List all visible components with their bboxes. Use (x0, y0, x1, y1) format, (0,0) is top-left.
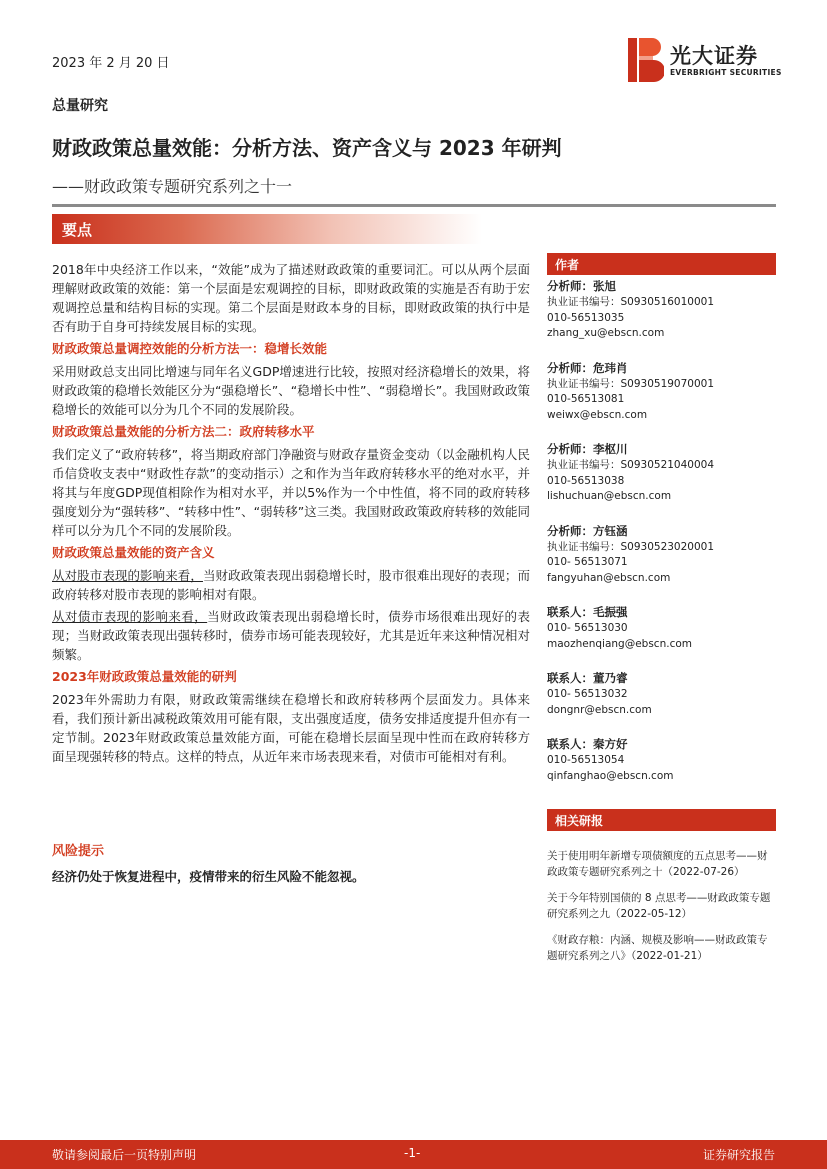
contact-email[interactable]: qinfanghao@ebscn.com (547, 769, 674, 782)
author-cert: 执业证书编号：S0930521040004 (547, 459, 715, 471)
author-email[interactable]: fangyuhan@ebscn.com (547, 571, 671, 584)
related-reports-list (547, 848, 776, 974)
paragraph-outlook: 2023年外需助力有限，财政政策需继续在稳增长和政府转移两个层面发力。具体来看，我们预计新出减税政策效用可能有限，支出强度适度，债务安排适度提升但亦有一定节制。2023年财政政策总量效能方面，可能在稳增长层面呈现中性而在政府转移方面呈现强转移的特点。这样的特点，从近年来市场表现来看，对债市可能相对有利。 (52, 692, 530, 764)
keypoints-banner (52, 214, 482, 244)
footer-disclaimer: 敬请参阅最后一页特别声明 (52, 1148, 197, 1162)
author-entry (547, 360, 776, 424)
author-entry (547, 523, 776, 587)
section-heading-4: 2023年财政政策总量效能的研判 (52, 669, 237, 684)
main-content (52, 260, 530, 769)
section-heading-2: 财政政策总量效能的分析方法二：政府转移水平 (52, 424, 315, 439)
author-phone: 010-56513035 (547, 311, 625, 324)
author-entry (547, 278, 776, 342)
title-divider (52, 204, 776, 207)
everbright-mark-icon (626, 38, 664, 82)
contact-phone: 010-56513054 (547, 754, 625, 766)
author-name: 分析师：张旭 (547, 279, 616, 293)
author-cert: 执业证书编号：S0930519070001 (547, 377, 715, 390)
paragraph-bond (52, 607, 530, 664)
related-report-item[interactable]: 关于今年特别国债的 8 点思考——财政政策专题研究系列之九（2022-05-12） (547, 892, 771, 920)
contact-name: 联系人：毛振强 (547, 605, 628, 619)
keypoints-label: 要点 (62, 221, 93, 239)
author-cert: 执业证书编号：S0930516010001 (547, 296, 715, 308)
report-subtitle: ——财政政策专题研究系列之十一 (52, 177, 293, 196)
author-email[interactable]: weiwx@ebscn.com (547, 408, 648, 421)
author-entry (547, 441, 776, 505)
page-number: -1- (404, 1146, 421, 1160)
intro-paragraph: 2018年中央经济工作以来，“效能”成为了描述财政政策的重要词汇。可以从两个层面理解财政政策的效能：第一个层面是宏观调控的目标，即财政政策的实施是否有助于宏观调控总量和结构目标的实现。第二个层面是财政本身的目标，即财政政策的执行中是否有助于自身可持续发展目标的实现。 (52, 262, 530, 334)
section-heading-3: 财政政策总量效能的资产含义 (52, 545, 215, 560)
related-report-item[interactable]: 《财政存粮：内涵、规模及影响——财政政策专题研究系列之八》（2022-01-21） (547, 934, 768, 962)
bond-lead: 从对债市表现的影响来看， (52, 609, 208, 624)
report-date: 2023 年 2 月 20 日 (52, 56, 170, 71)
footer-report-type: 证券研究报告 (702, 1148, 775, 1162)
page-footer (0, 1140, 827, 1169)
author-email[interactable]: zhang_xu@ebscn.com (547, 327, 665, 339)
author-phone: 010-56513081 (547, 393, 625, 405)
contact-name: 联系人：秦方好 (547, 737, 628, 751)
related-report-item[interactable]: 关于使用明年新增专项债额度的五点思考——财政政策专题研究系列之十（2022-07-26） (547, 850, 768, 878)
risk-text: 经济仍处于恢复进程中，疫情带来的衍生风险不能忽视。 (52, 869, 365, 884)
stock-lead: 从对股市表现的影响来看， (52, 568, 203, 583)
author-phone: 010-56513038 (547, 474, 625, 487)
report-title: 财政政策总量效能：分析方法、资产含义与 2023 年研判 (52, 136, 562, 160)
report-category: 总量研究 (52, 98, 108, 114)
author-name: 分析师：危玮肖 (547, 360, 628, 375)
authors-label: 作者 (555, 258, 580, 272)
related-reports-label: 相关研报 (555, 814, 604, 828)
related-reports-banner (547, 809, 776, 831)
contact-phone: 010- 56513032 (547, 688, 628, 700)
paragraph-stock (52, 566, 530, 604)
risk-heading: 风险提示 (52, 844, 105, 859)
contact-email[interactable]: dongnr@ebscn.com (547, 703, 652, 716)
bond-text: 当财政政策表现出弱稳增长时，债券市场很难出现好的表现；当财政政策表现出强转移时，债券市场可能表现较好，尤其是近年来这种情况相对频繁。 (52, 609, 530, 662)
paragraph-2: 我们定义了“政府转移”，将当期政府部门净融资与财政存量资金变动（以金融机构人民币信贷收支表中“财政性存款”的变动指示）之和作为当年政府转移水平的绝对水平，并将其与年度GDP现值相除作为相对水平，并以5%作为一个中性值，将不同的政府转移强度划分为“强转移”、“转移中性”、“弱转移”这三类。我国财政政策政府转移的效能同样可以分为几个不同的发展阶段。 (52, 447, 530, 538)
authors-list (547, 278, 776, 802)
contact-phone: 010- 56513030 (547, 622, 628, 634)
logo-text-en: EVERBRIGHT SECURITIES (670, 68, 782, 77)
contact-entry (547, 604, 776, 652)
logo-text-cn: 光大证券 (670, 44, 758, 68)
contact-entry (547, 670, 776, 718)
author-name: 分析师：李枢川 (547, 442, 628, 456)
section-heading-1: 财政政策总量调控效能的分析方法一：稳增长效能 (52, 341, 328, 356)
stock-text: 当财政政策表现出弱稳增长时，股市很难出现好的表现；而政府转移对股市表现的影响相对有限。 (52, 568, 530, 602)
author-email[interactable]: lishuchuan@ebscn.com (547, 490, 672, 502)
contact-email[interactable]: maozhenqiang@ebscn.com (547, 637, 692, 650)
author-phone: 010- 56513071 (547, 556, 628, 568)
contact-entry (547, 736, 776, 784)
author-cert: 执业证书编号：S0930523020001 (547, 540, 715, 553)
authors-banner (547, 253, 776, 275)
paragraph-1: 采用财政总支出同比增速与同年名义GDP增速进行比较，按照对经济稳增长的效果，将财政政策的稳增长效能区分为“强稳增长”、“稳增长中性”、“弱稳增长”。我国财政政策稳增长的效能可以分为几个不同的发展阶段。 (52, 364, 530, 417)
everbright-logo (626, 38, 782, 82)
contact-name: 联系人：董乃睿 (547, 671, 628, 685)
author-name: 分析师：方钰涵 (547, 523, 628, 538)
